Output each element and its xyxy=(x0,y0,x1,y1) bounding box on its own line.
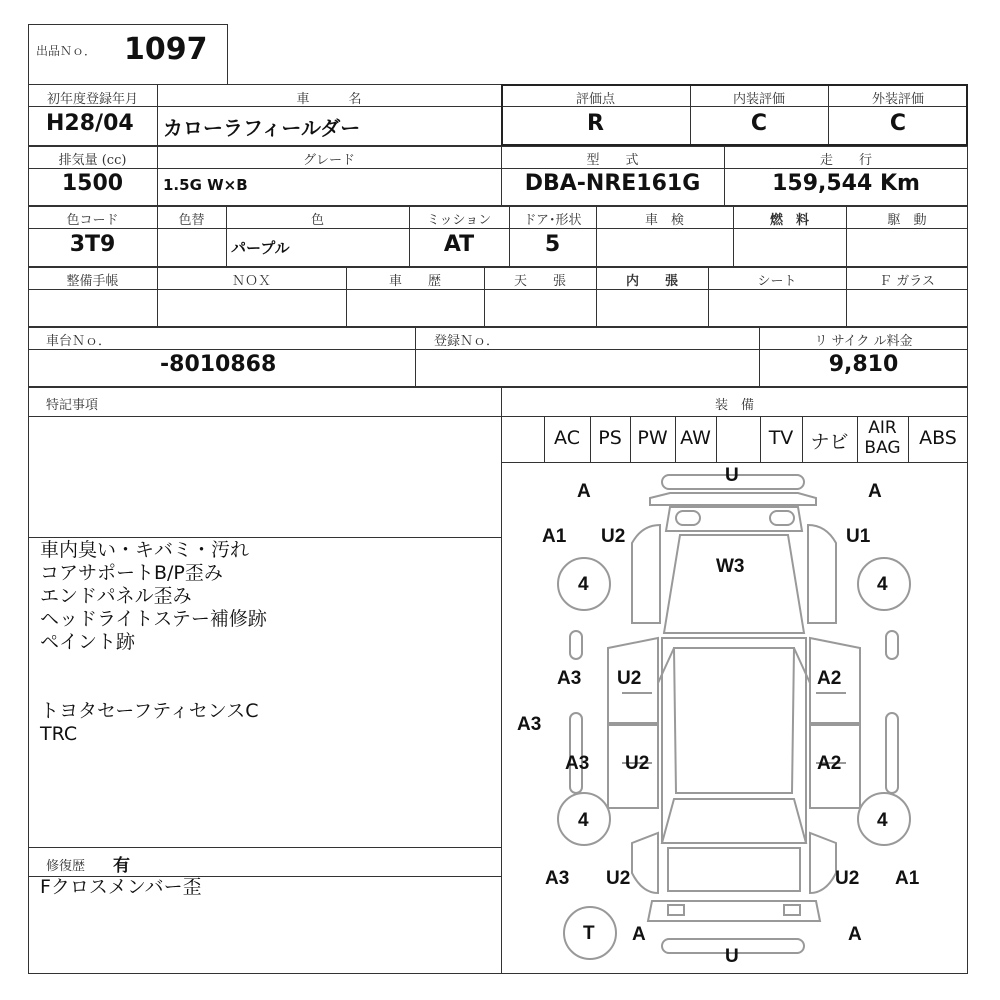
mark-left-quarter-u: U2 xyxy=(606,868,631,889)
mark-right-fender-u: U1 xyxy=(846,526,871,547)
remark-line: エンドパネル歪み xyxy=(40,585,192,607)
roof-label: 天 張 xyxy=(513,274,566,289)
interior-value: C xyxy=(750,111,768,136)
remark-line: トヨタセーフティセンスC xyxy=(40,700,259,722)
grade-value: 1.5G W×B xyxy=(163,176,248,194)
mark-left-rear-door-a: A3 xyxy=(565,753,590,774)
equipment-item-pw: PW xyxy=(637,427,668,449)
history-label: 車 歴 xyxy=(388,274,441,289)
equipment-item-ps: PS xyxy=(598,427,622,449)
mark-rear-right-corner: A xyxy=(848,924,862,945)
equipment-item-airbag: AIR BAG xyxy=(864,418,901,458)
car-name-label: 車 名 xyxy=(296,92,362,107)
mark-front-left-tire: 4 xyxy=(578,574,589,595)
mark-right-quarter-a: A1 xyxy=(895,868,920,889)
remark-line: ヘッドライトステー補修跡 xyxy=(40,608,267,630)
drive-label: 駆 動 xyxy=(887,213,927,228)
color-value: パープル xyxy=(231,239,290,257)
lot-number: 1097 xyxy=(124,32,208,67)
model-value: DBA-NRE161G xyxy=(524,171,701,196)
mark-front-bumper: U xyxy=(725,465,739,486)
mark-front-right-corner: A xyxy=(868,481,882,502)
mark-left-front-door-a: A3 xyxy=(557,668,582,689)
equipment-item-navi: ナビ xyxy=(810,431,849,453)
exterior-label: 外装評価 xyxy=(871,92,924,107)
inspection-label: 車 検 xyxy=(644,213,684,228)
mark-left-fender-a: A1 xyxy=(542,526,567,547)
maintenance-label: 整備手帳 xyxy=(66,274,119,289)
displacement-label: 排気量 (cc) xyxy=(58,153,127,168)
remark-line: ペイント跡 xyxy=(40,631,136,653)
color-code-value: 3T9 xyxy=(69,232,116,257)
color-change-label: 色替 xyxy=(178,213,205,228)
mileage-value: 159,544 Km xyxy=(772,171,920,196)
mark-left-front-door-u: U2 xyxy=(617,668,642,689)
repair-line: Fクロスメンバー歪 xyxy=(40,876,202,898)
first-reg-value: H28/04 xyxy=(46,111,134,136)
seat-label: シート xyxy=(757,274,797,289)
door-label: ドア･形状 xyxy=(523,213,582,228)
car-name-value: カローラフィールダー xyxy=(163,116,361,140)
score-value: R xyxy=(587,111,604,136)
mark-spare-tire: T xyxy=(583,923,595,944)
mark-rear-left-tire: 4 xyxy=(578,810,589,831)
lot-label: 出品Ｎｏ． xyxy=(36,44,97,58)
exterior-value: C xyxy=(889,111,907,136)
chassis-label: 車台Ｎｏ． xyxy=(46,334,112,349)
color-code-label: 色コード xyxy=(66,213,119,228)
mark-right-quarter-u: U2 xyxy=(835,868,860,889)
nox-label: ＮＯＸ xyxy=(231,274,271,289)
remark-line: TRC xyxy=(40,723,78,745)
mark-left-rear-door-u: U2 xyxy=(625,753,650,774)
equipment-item-tv: TV xyxy=(768,427,794,449)
model-label: 型 式 xyxy=(586,153,639,168)
mark-right-front-door: A2 xyxy=(817,668,842,689)
mark-front-left-corner: A xyxy=(577,481,591,502)
mark-left-sill: A3 xyxy=(517,714,542,735)
mileage-label: 走 行 xyxy=(819,153,872,168)
repair-value: 有 xyxy=(113,856,130,876)
equipment-label: 装 備 xyxy=(714,398,754,413)
chassis-value: -8010868 xyxy=(160,352,277,377)
fglass-label: Ｆ ガラス xyxy=(879,274,935,289)
reg-label: 登録Ｎｏ． xyxy=(434,334,500,349)
interior-label: 内装評価 xyxy=(732,92,785,107)
mark-front-right-tire: 4 xyxy=(877,574,888,595)
first-reg-label: 初年度登録年月 xyxy=(46,92,138,107)
mark-rear-left-corner: A xyxy=(632,924,646,945)
score-label: 評価点 xyxy=(575,92,615,107)
remark-line: コアサポートB/P歪み xyxy=(40,562,223,584)
color-label: 色 xyxy=(310,213,324,228)
remark-line: 車内臭い・キバミ・汚れ xyxy=(40,539,250,561)
equipment-item-aw: AW xyxy=(680,427,711,449)
fuel-label: 燃 料 xyxy=(769,213,809,228)
mission-value: AT xyxy=(443,232,475,257)
mark-left-quarter-a: A3 xyxy=(545,868,570,889)
remarks-label: 特記事項 xyxy=(46,398,99,413)
repair-label: 修復歴 xyxy=(46,859,86,874)
mark-windshield: W3 xyxy=(716,556,745,577)
equipment-item-ac: AC xyxy=(554,427,580,449)
door-value: 5 xyxy=(544,232,561,257)
mark-right-rear-door: A2 xyxy=(817,753,842,774)
mark-rear-right-tire: 4 xyxy=(877,810,888,831)
displacement-value: 1500 xyxy=(61,171,124,196)
car-diagram xyxy=(502,463,967,973)
mark-left-fender-u: U2 xyxy=(601,526,626,547)
equipment-item-abs: ABS xyxy=(919,427,957,449)
mark-rear-bumper: U xyxy=(725,946,739,967)
grade-label: グレード xyxy=(302,153,355,168)
recycle-label: リ サイク ル料金 xyxy=(814,334,913,349)
interior-lining-label: 内 張 xyxy=(625,274,678,289)
mission-label: ミッション xyxy=(426,213,492,228)
recycle-value: 9,810 xyxy=(828,352,899,377)
